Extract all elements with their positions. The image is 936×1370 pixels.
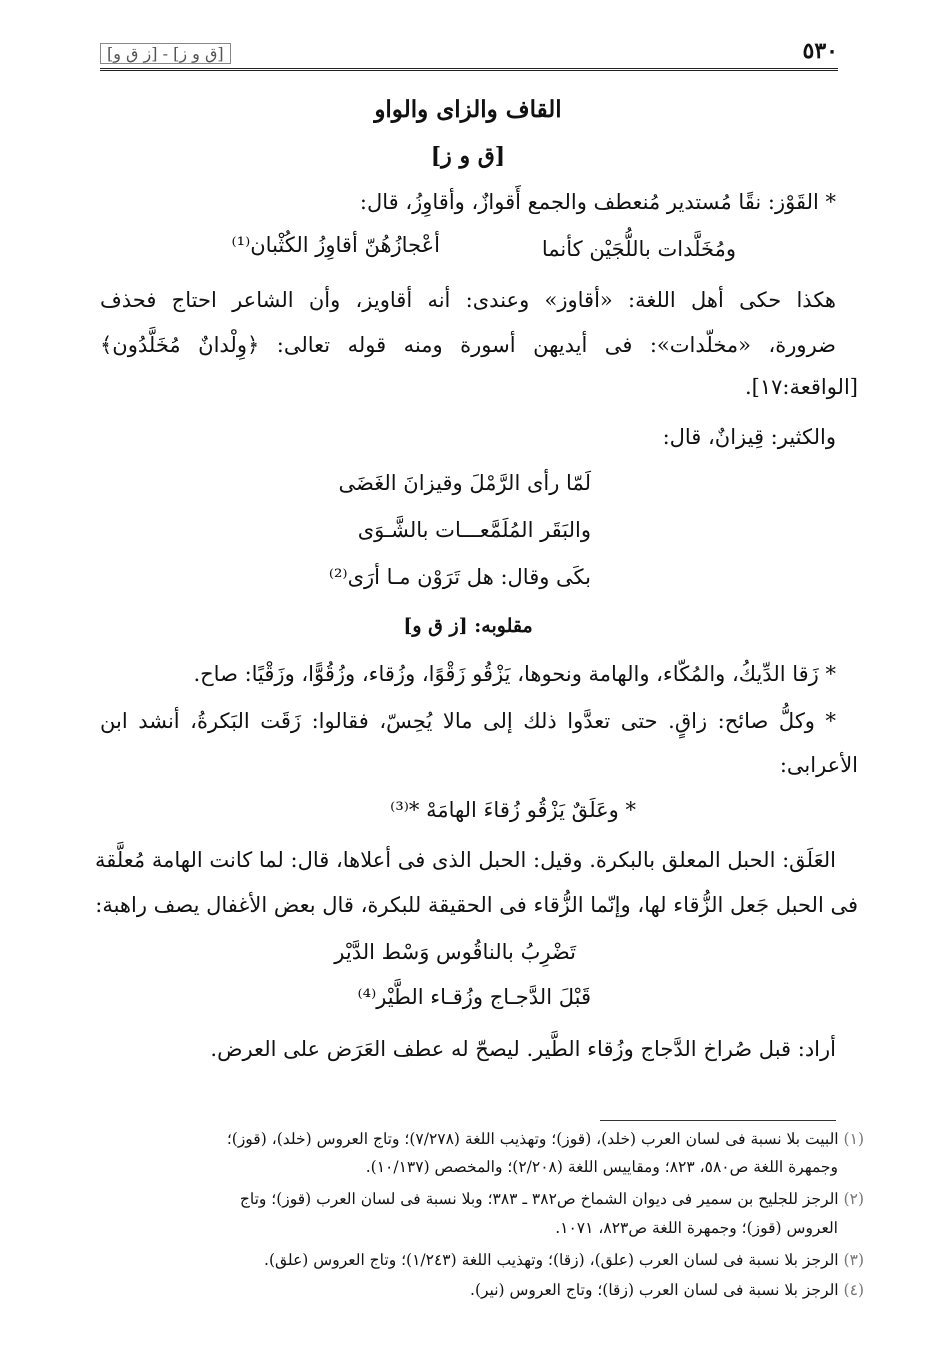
footnote-marker: (٢) — [843, 1190, 864, 1208]
verse-line: تَضْرِبُ بالناقُوس وَسْط الدَّيْر — [334, 940, 576, 964]
text-line: هكذا حكى أهل اللغة: «أقاوز» وعندى: أنه أقاويز، وأن الشاعر احتاج فحذف — [100, 288, 836, 312]
footnote-1 — [94, 1130, 864, 1148]
verse-line: لَمّا رأى الرَّمْلَ وقيزانَ الغَضَى — [338, 471, 591, 495]
text-line: [الواقعة:١٧]. — [744, 375, 858, 399]
footnote-text: الرجز بلا نسبة فى لسان العرب (علق)، (زقا)؛ وتهذيب اللغة (١/٢٤٣)؛ وتاج العروس (علق). — [264, 1251, 839, 1269]
text-line: أراد: قبل صُراخ الدَّجاج وزُقاء الطَّير. ليصحّ له عطف العَرَض على العرض. — [210, 1037, 836, 1061]
verse-line: * وعَلَقٌ يَزْقُو زُقاءَ الهامَهْ *⁽³⁾ — [390, 798, 636, 822]
footnote-2 — [94, 1190, 864, 1208]
text-line: والكثير: قِيزانٌ، قال: — [662, 425, 836, 449]
footnote-marker: (١) — [843, 1130, 864, 1148]
page-number: ٥٣٠ — [802, 38, 838, 64]
footnote-3 — [94, 1251, 864, 1269]
footnote-divider — [600, 1120, 836, 1121]
text-line: * القَوْز: نقًا مُستدير مُنعطف والجمع أَقوازٌ، وأقاوِزُ، قال: — [359, 190, 836, 214]
footnote-text: البيت بلا نسبة فى لسان العرب (خلد)، (قوز)؛ وتهذيب اللغة (٧/٢٧٨)؛ وتاج العروس (خلد)، (قوز)؛ — [226, 1130, 839, 1148]
footnote-2-cont: العروس (قوز)؛ وجمهرة اللغة ص٨٢٣، ١٠٧١. — [555, 1219, 838, 1237]
footnote-4 — [94, 1281, 864, 1299]
footnote-1-cont: وجمهرة اللغة ص٥٨٠، ٨٢٣؛ ومقاييس اللغة (٢/٢٠٨)؛ والمخصص (١٠/١٣٧). — [365, 1158, 838, 1176]
footnote-text: الرجز للجليح بن سمير فى ديوان الشماخ ص٣٨٢ ـ ٣٨٣؛ وبلا نسبة فى لسان العرب (قوز)؛ وتاج — [239, 1190, 839, 1208]
text-line: العَلَق: الحبل المعلق بالبكرة. وقيل: الحبل الذى فى أعلاها، قال: لما كانت الهامة مُعلَّقة — [94, 848, 836, 872]
text-line: فى الحبل جَعل الزُّقاء لها، وإنّما الزُّقاء فى الحقيقة للبكرة، قال بعض الأغفال يصف راهبة: — [95, 893, 858, 917]
verse-line: والبَقَر المُلَمَّعـــات بالشَّـوَى — [357, 518, 591, 542]
verse-hemistich-left: أعْجازُهُنّ أقاوِزُ الكُثْبان⁽¹⁾ — [231, 233, 440, 257]
footnote-marker: (٤) — [843, 1281, 864, 1299]
footnote-text: الرجز بلا نسبة فى لسان العرب (زقا)؛ وتاج العروس (نير). — [470, 1281, 839, 1299]
text-line: الأعرابى: — [779, 753, 858, 777]
footnote-marker: (٣) — [843, 1251, 864, 1269]
text-line: * وكلُّ صائح: زاقٍ. حتى تعدَّوا ذلك إلى مالا يُحِسّ، فقالوا: زَقَت البَكرةُ، أنشد ابن — [100, 709, 836, 733]
text-line: ضرورة، «مخلّدات»: فى أيديهن أسورة ومنه قوله تعالى: ﴿وِلْدانٌ مُخَلَّدُون﴾ — [100, 333, 836, 357]
running-title: [ق و ز] - [ز ق و] — [100, 43, 231, 64]
verse-hemistich-right: ومُخَلَّدات باللُّجَيْن كأنما — [541, 237, 736, 261]
verse-line: بكَى وقال: هل تَرَوْن مـا أرَى⁽²⁾ — [328, 565, 591, 589]
text-line: * زَقا الدِّيكُ، والمُكّاء، والهامة ونحوها، يَزْقُو زَقْوًا، وزُقاء، وزُقُوًّا، وزَقْيًا: صاح. — [193, 662, 836, 686]
entry-title: [ق و ز] — [430, 143, 506, 169]
verse-line: قَبْلَ الدَّجـاج وزُقـاء الطَّيْر⁽⁴⁾ — [357, 985, 591, 1009]
subentry-title: مقلوبه: [ز ق و] — [403, 615, 533, 637]
section-title: القاف والزاى والواو — [374, 96, 562, 123]
running-header — [100, 34, 838, 71]
